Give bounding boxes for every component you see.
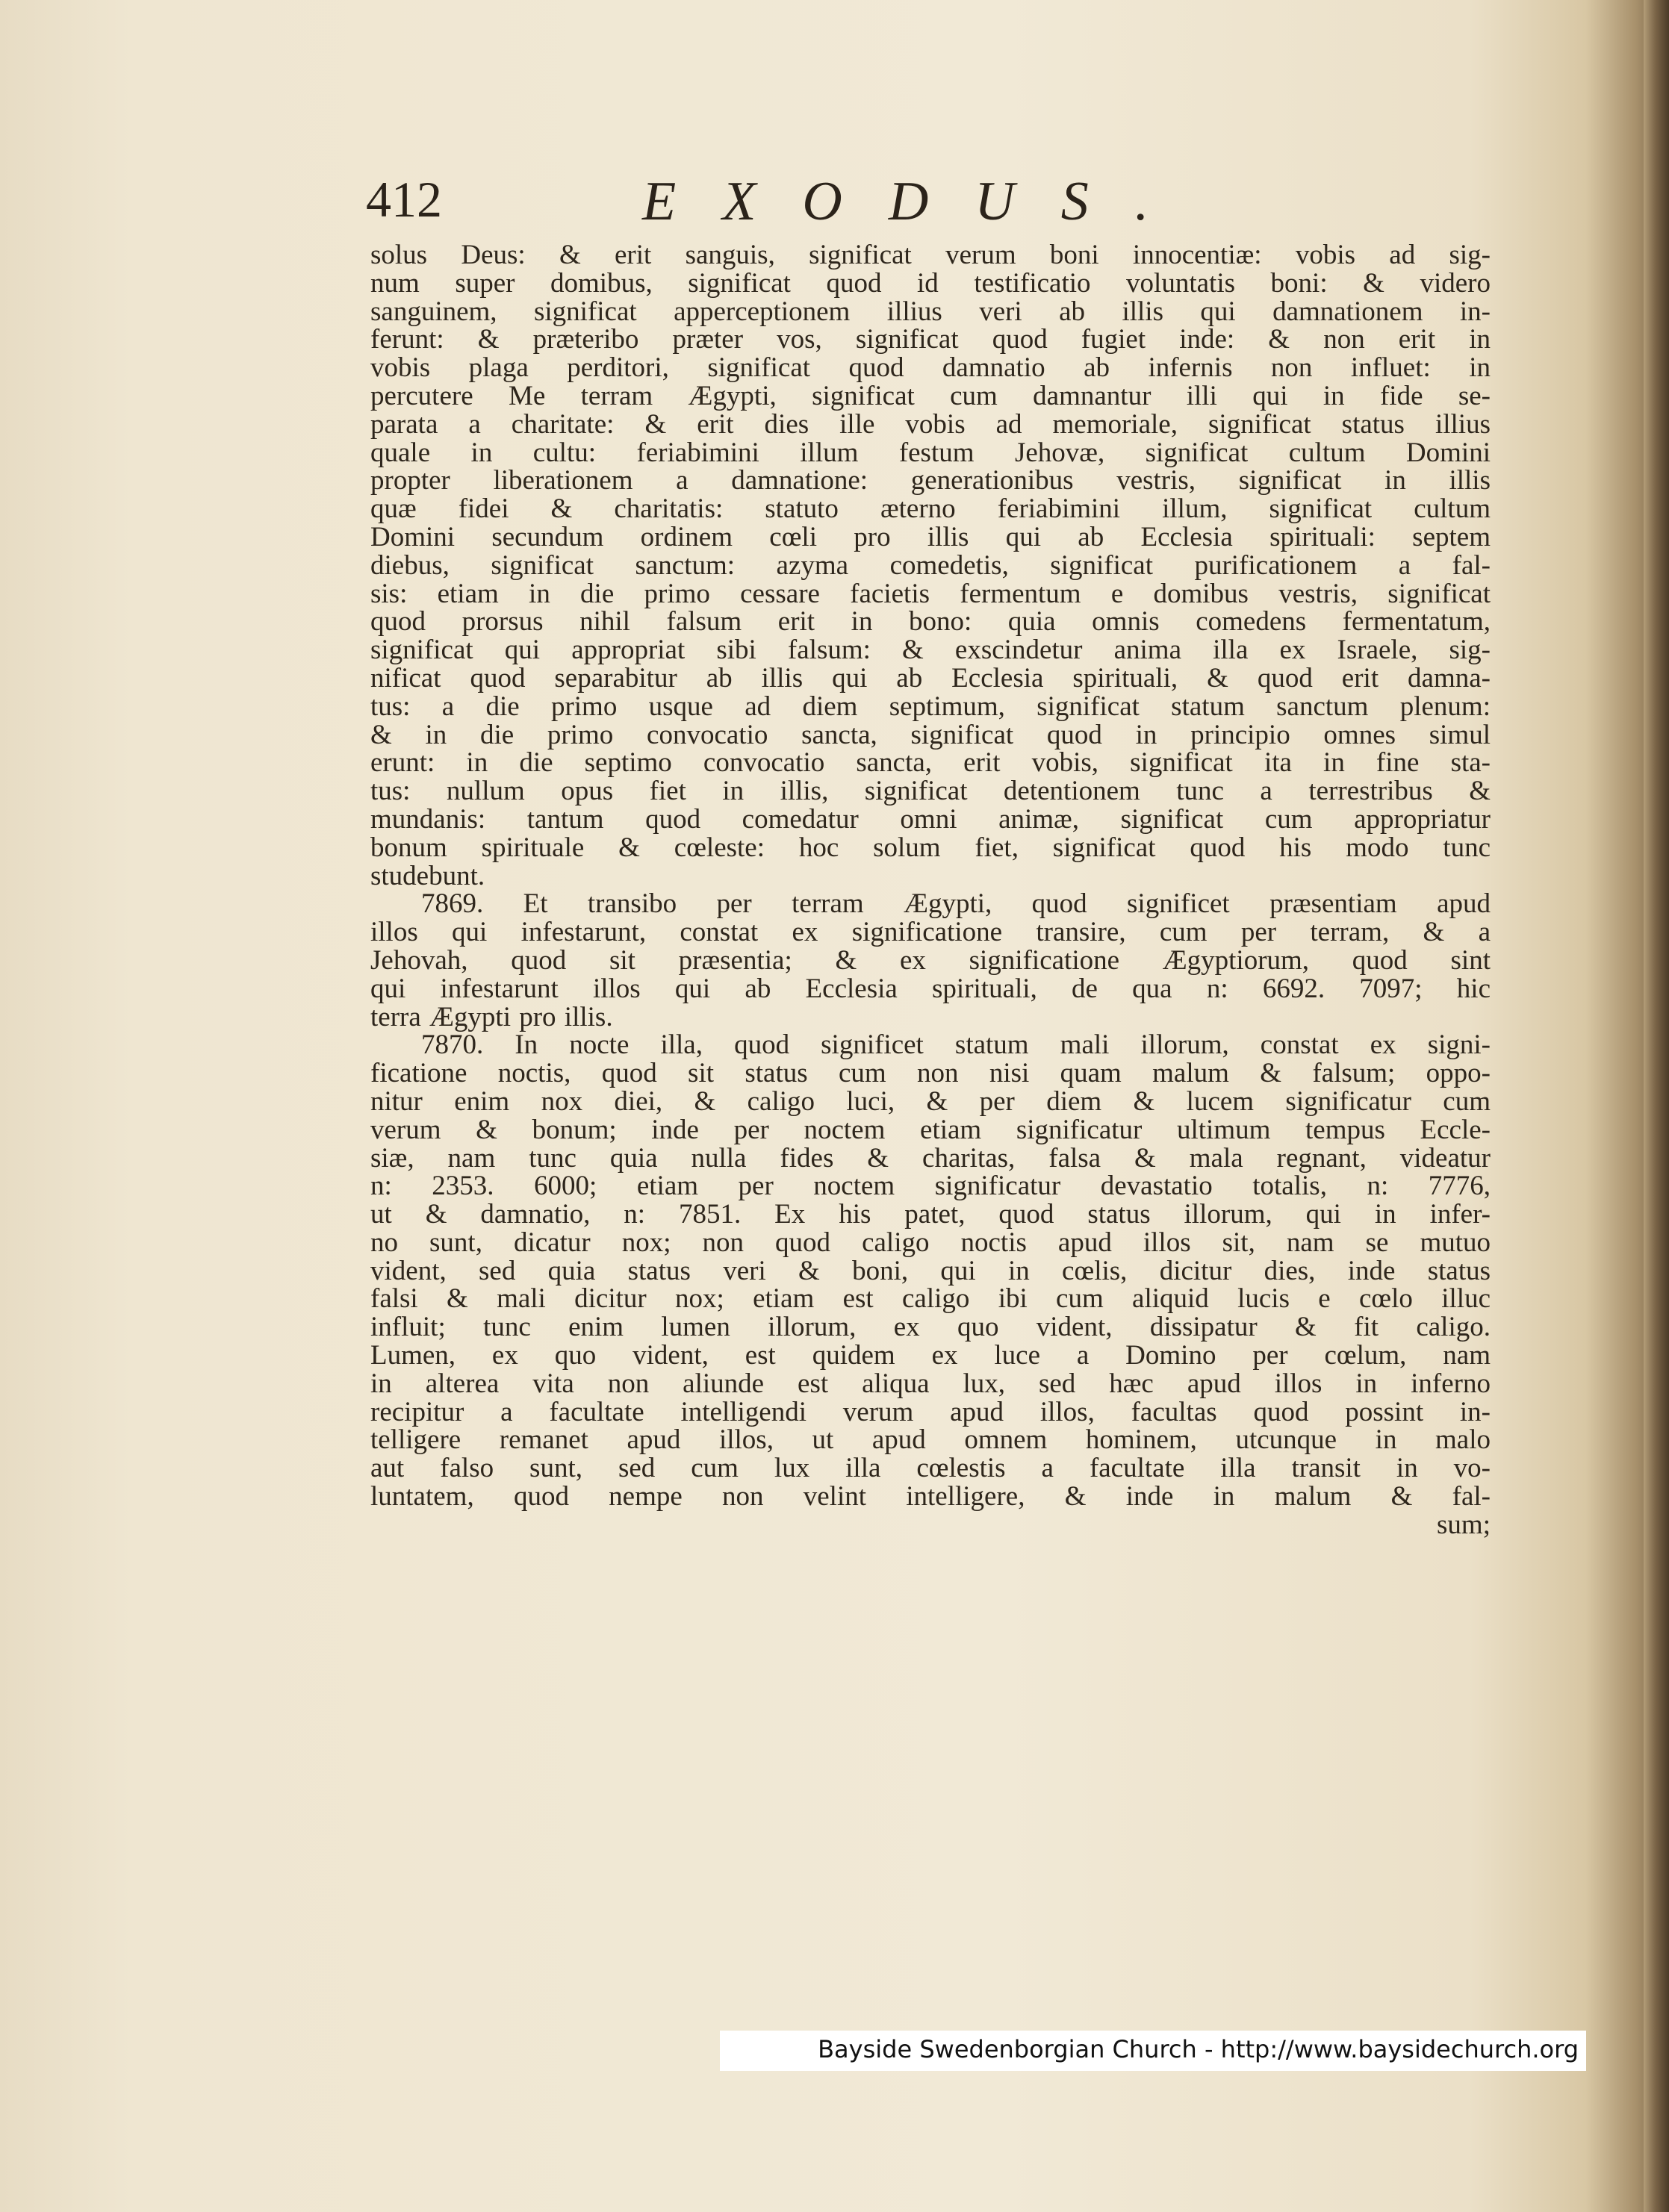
text-line: Jehovah, quod sit præsentia; & ex significatione Ægyptiorum, quod sint [370, 944, 1491, 976]
text-line: bonum spirituale & cœleste: hoc solum fiet, significat quod his modo tunc [370, 832, 1491, 863]
page-number: 412 [366, 171, 442, 228]
text-line: vident, sed quia status veri & boni, qui in cœlis, dicitur dies, inde status [370, 1255, 1491, 1286]
text-line: illos qui infestarunt, constat ex significatione transire, cum per terram, & a [370, 917, 1491, 948]
text-line: Domini secundum ordinem cœli pro illis qui ab Ecclesia spirituali: septem [370, 521, 1491, 552]
text-line: ferunt: & præteribo præter vos, significat quod fugiet inde: & non erit in [370, 324, 1491, 355]
text-line: luntatem, quod nempe non velint intelligere, & inde in malum & fal- [370, 1481, 1491, 1512]
text-line: in alterea vita non aliunde est aliqua lux, sed hæc apud illos in inferno [370, 1368, 1491, 1399]
text-line: & in die primo convocatio sancta, significat quod in principio omnes simul [370, 719, 1491, 750]
text-line: erunt: in die septimo convocatio sancta, erit vobis, significat ita in fine sta- [370, 747, 1491, 779]
paragraph-7870-start: 7870. In nocte illa, quod significet statum mali illorum, constat ex signi- [421, 1029, 1491, 1061]
paragraph-7869-start: 7869. Et transibo per terram Ægypti, quod significet præsentiam apud [421, 888, 1491, 920]
body-text [370, 241, 1491, 1539]
text-line: vobis plaga perditori, significat quod damnatio ab infernis non influet: in [370, 352, 1491, 384]
text-line: propter liberationem a damnatione: generationibus vestris, significat in illis [370, 465, 1491, 496]
page-header [366, 170, 1269, 237]
text-line: tus: nullum opus fiet in illis, significat detentionem tunc a terrestribus & [370, 776, 1491, 807]
text-line: n: 2353. 6000; etiam per noctem significatur devastatio totalis, n: 7776, [370, 1171, 1491, 1202]
running-title: EXODUS. [642, 171, 1196, 232]
page-edge-shadow [1644, 0, 1669, 2212]
text-line: influit; tunc enim lumen illorum, ex quo vident, dissipatur & fit caligo. [370, 1312, 1491, 1343]
text-line: sanguinem, significat apperceptionem illius veri ab illis qui damnationem in- [370, 296, 1491, 327]
text-line: quod prorsus nihil falsum erit in bono: quia omnis comedens fermentatum, [370, 606, 1491, 638]
text-line: studebunt. [370, 860, 485, 891]
text-line: siæ, nam tunc quia nulla fides & charitas, falsa & mala regnant, videatur [370, 1142, 1491, 1174]
text-line: terra Ægypti pro illis. [370, 1001, 613, 1032]
text-line: no sunt, dicatur nox; non quod caligo noctis apud illos sit, nam se mutuo [370, 1227, 1491, 1258]
text-line: ut & damnatio, n: 7851. Ex his patet, quod status illorum, qui in infer- [370, 1199, 1491, 1230]
text-line: num super domibus, significat quod id testificatio voluntatis boni: & videro [370, 267, 1491, 299]
text-line: recipitur a facultate intelligendi verum apud illos, facultas quod possint in- [370, 1396, 1491, 1427]
text-line: verum & bonum; inde per noctem etiam significatur ultimum tempus Eccle- [370, 1114, 1491, 1145]
text-line: qui infestarunt illos qui ab Ecclesia spirituali, de qua n: 6692. 7097; hic [370, 973, 1491, 1004]
text-line: ficatione noctis, quod sit status cum non nisi quam malum & falsum; oppo- [370, 1058, 1491, 1089]
text-line: parata a charitate: & erit dies ille vobis ad memoriale, significat status illius [370, 408, 1491, 440]
text-line: falsi & mali dicitur nox; etiam est caligo ibi cum aliquid lucis e cœlo illuc [370, 1283, 1491, 1315]
text-line: Lumen, ex quo vident, est quidem ex luce a Domino per cœlum, nam [370, 1340, 1491, 1371]
text-line: percutere Me terram Ægypti, significat cum damnantur illi qui in fide se- [370, 380, 1491, 411]
text-line: quale in cultu: feriabimini illum festum Jehovæ, significat cultum Domini [370, 437, 1491, 468]
text-line: mundanis: tantum quod comedatur omni animæ, significat cum appropriatur [370, 803, 1491, 835]
text-line: significat qui appropriat sibi falsum: & exscindetur anima illa ex Israele, sig- [370, 635, 1491, 666]
text-line: nitur enim nox diei, & caligo luci, & per diem & lucem significatur cum [370, 1085, 1491, 1117]
text-line: quæ fidei & charitatis: statuto æterno feriabimini illum, significat cultum [370, 493, 1491, 525]
watermark-text: Bayside Swedenborgian Church - http://www.baysidechurch.org [818, 2035, 1579, 2063]
text-line: diebus, significat sanctum: azyma comedetis, significat purificationem a fal- [370, 549, 1491, 581]
text-line: sis: etiam in die primo cessare facietis fermentum e domibus vestris, significat [370, 578, 1491, 609]
text-line: solus Deus: & erit sanguis, significat verum boni innocentiæ: vobis ad sig- [370, 240, 1491, 270]
text-line: nificat quod separabitur ab illis qui ab Ecclesia spirituali, & quod erit damna- [370, 662, 1491, 694]
text-line: telligere remanet apud illos, ut apud omnem hominem, utcunque in malo [370, 1424, 1491, 1456]
watermark-banner [720, 2031, 1586, 2071]
text-line: aut falso sunt, sed cum lux illa cœlestis a facultate illa transit in vo- [370, 1453, 1491, 1484]
catchword: sum; [1437, 1509, 1491, 1540]
text-line: tus: a die primo usque ad diem septimum, significat statum sanctum plenum: [370, 691, 1491, 722]
